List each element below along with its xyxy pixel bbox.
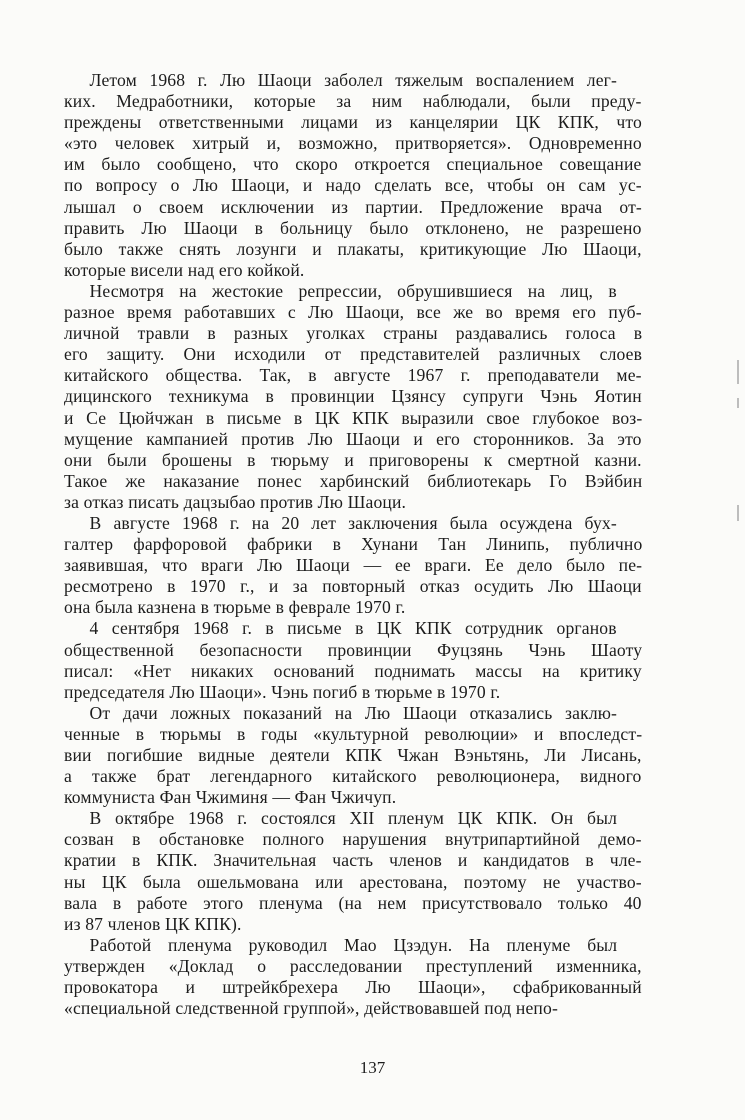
- body-text: [64, 70, 642, 1019]
- text-line: дицинского техникума в провинции Цзянсу супруги Чэнь Яотин: [64, 386, 642, 407]
- text-line: утвержден «Доклад о расследовании преступлений изменника,: [64, 955, 642, 976]
- text-line: им было сообщено, что скоро откроется специальное совещание: [64, 154, 642, 175]
- text-line: разное время работавших с Лю Шаоци, все же во время его пуб-: [64, 302, 642, 323]
- text-line: кратии в КПК. Значительная часть членов и кандидатов в чле-: [64, 850, 642, 871]
- scan-edge-mark: [737, 398, 739, 408]
- text-line: его защиту. Они исходили от представителей различных слоев: [64, 344, 643, 365]
- text-line: «специальной следственной группой», действовавшей под непо-: [64, 998, 558, 1019]
- text-line: преждены ответственными лицами из канцелярии ЦК КПК, что: [64, 112, 642, 133]
- scan-edge-mark: [737, 505, 739, 521]
- text-line: ких. Медработники, которые за ним наблюдали, были преду-: [64, 91, 642, 112]
- text-line: В августе 1968 г. на 20 лет заключения была осуждена бух-: [89, 512, 617, 533]
- text-line: ны ЦК была ошельмована или арестована, поэтому не участво-: [64, 871, 642, 892]
- text-line: Несмотря на жестокие репрессии, обрушившиеся на лиц, в: [89, 280, 617, 301]
- text-line: китайского общества. Так, в августе 1967 г. преподаватели ме-: [64, 365, 642, 386]
- text-line: От дачи ложных показаний на Лю Шаоци отказались заклю-: [89, 702, 618, 723]
- text-line: заявившая, что враги Лю Шаоци — ее враги. Ее дело было пе-: [64, 555, 643, 576]
- text-line: Летом 1968 г. Лю Шаоци заболел тяжелым воспалением лег-: [89, 70, 618, 90]
- text-line: по вопросу о Лю Шаоци, и надо сделать все, чтобы он сам ус-: [64, 175, 642, 196]
- text-line: личной травли в разных уголках страны раздавались голоса в: [64, 323, 643, 344]
- text-line: В октябре 1968 г. состоялся XII пленум ЦК КПК. Он был: [89, 808, 617, 829]
- text-line: Работой пленума руководил Мао Цзэдун. На пленуме был: [89, 934, 618, 955]
- text-line: и Се Цюйчжан в письме в ЦК КПК выразили свое глубокое воз-: [64, 407, 643, 428]
- text-line: председателя Лю Шаоци». Чэнь погиб в тюрьме в 1970 г.: [64, 681, 501, 702]
- text-line: они были брошены в тюрьму и приговорены к смертной казни.: [64, 449, 642, 470]
- text-line: мущение кампанией против Лю Шаоци и его сторонников. За это: [64, 428, 642, 449]
- text-line: общественной безопасности провинции Фуцзянь Чэнь Шаоту: [64, 639, 643, 660]
- text-line: 4 сентября 1968 г. в письме в ЦК КПК сотрудник органов: [89, 618, 617, 639]
- text-line: которые висели над его койкой.: [64, 259, 305, 280]
- text-line: из 87 членов ЦК КПК).: [64, 913, 242, 934]
- text-line: а также брат легендарного китайского революционера, видного: [64, 766, 642, 787]
- text-line: вала в работе этого пленума (на нем присутствовало только 40: [64, 892, 642, 913]
- text-line: коммуниста Фан Чжиминя — Фан Чжичуп.: [64, 787, 397, 808]
- text-line: «это человек хитрый и, возможно, притворяется». Одновременно: [64, 133, 642, 154]
- text-line: провокатора и штрейкбрехера Лю Шаоци», сфабрикованный: [64, 977, 642, 998]
- text-line: было также снять лозунги и плакаты, критикующие Лю Шаоци,: [64, 238, 642, 259]
- text-line: галтер фарфоровой фабрики в Хунани Тан Линипь, публично: [64, 534, 643, 555]
- text-line: Такое же наказание понес харбинский библиотекарь Го Вэйбин: [64, 470, 643, 491]
- text-line: ченные в тюрьмы в годы «культурной революции» и впоследст-: [64, 723, 643, 744]
- text-line: за отказ писать дацзыбао против Лю Шаоци.: [64, 491, 407, 512]
- text-line: лышал о своем исключении из партии. Предложение врача от-: [64, 196, 642, 217]
- text-line: править Лю Шаоци в больницу было отклонено, не разрешено: [64, 217, 642, 238]
- text-line: ресмотрено в 1970 г., и за повторный отказ осудить Лю Шаоци: [64, 576, 642, 597]
- text-line: вии погибшие видные деятели КПК Чжан Вэньтянь, Ли Лисань,: [64, 745, 642, 765]
- page-number: 137: [359, 1058, 386, 1077]
- text-line: созван в обстановке полного нарушения внутрипартийной демо-: [64, 829, 642, 850]
- text-line: писал: «Нет никаких оснований поднимать массы на критику: [64, 660, 642, 681]
- text-line: она была казнена в тюрьме в феврале 1970 г.: [64, 597, 406, 618]
- scan-edge-mark: [737, 360, 739, 384]
